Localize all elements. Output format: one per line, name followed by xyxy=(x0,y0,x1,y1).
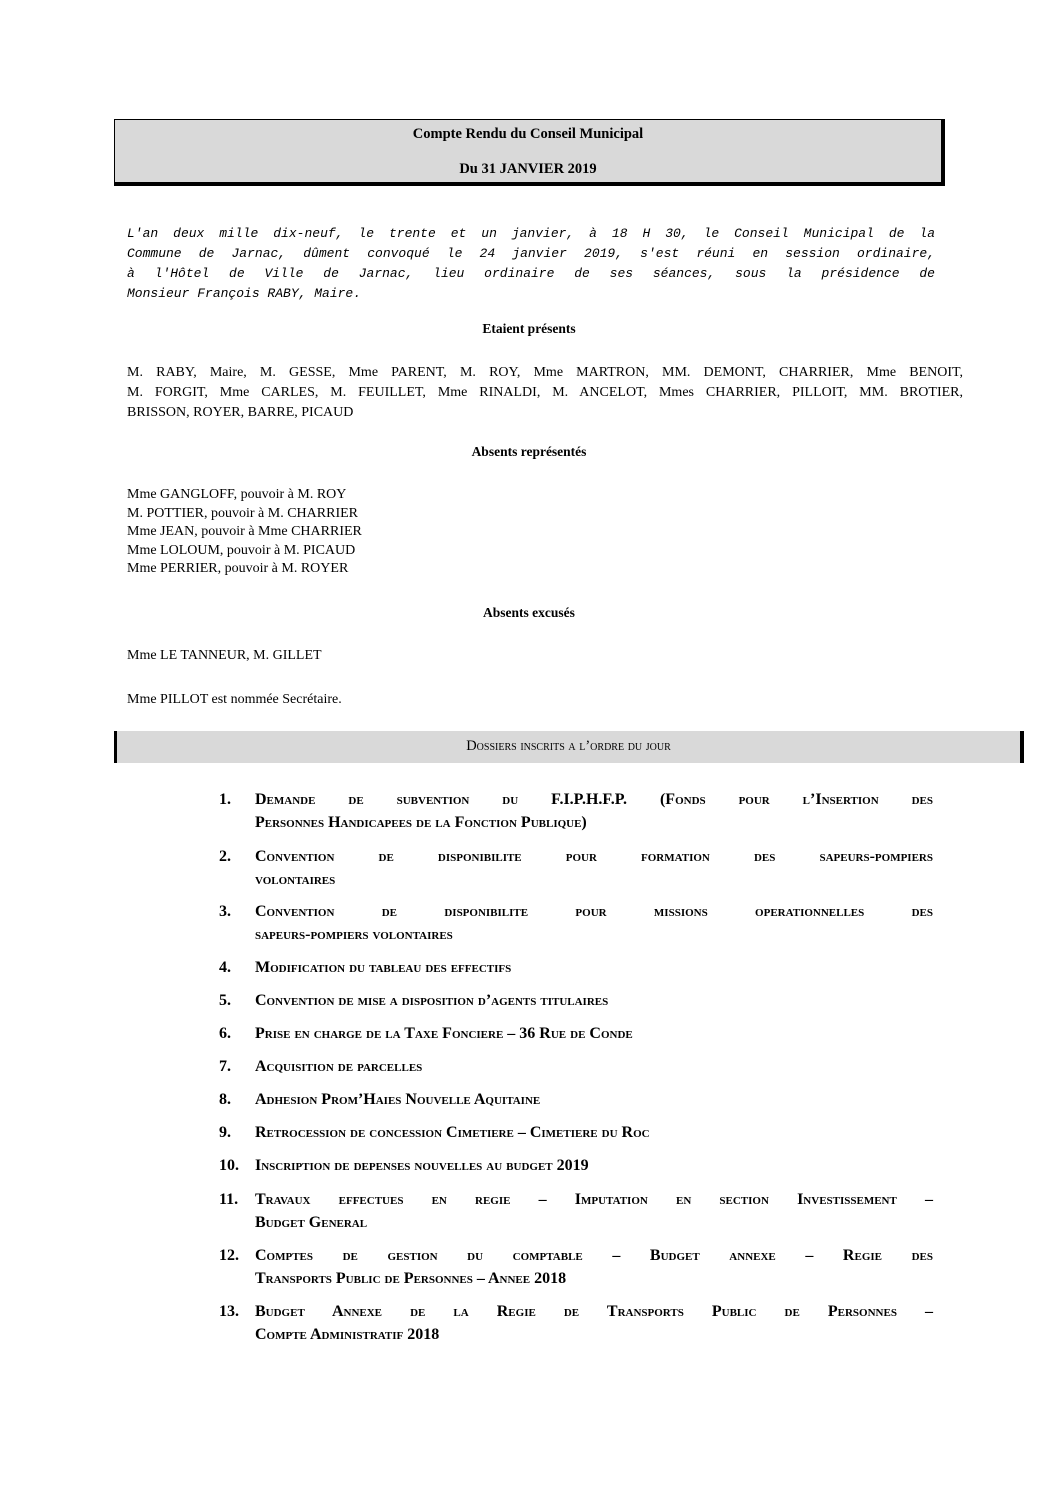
agenda-item-line: Budget Annexe de la Regie de Transports Public de Personnes – xyxy=(255,1303,933,1320)
secretary-note: Mme PILLOT est nommée Secrétaire. xyxy=(127,692,342,707)
agenda-item-line: Prise en charge de la Taxe Fonciere – 36 Rue de Conde xyxy=(255,1025,633,1042)
present-line: M. RABY, Maire, M. GESSE, Mme PARENT, M. ROY, Mme MARTRON, MM. DEMONT, CHARRIER, Mme BENOIT, xyxy=(127,365,963,380)
agenda-item-line: Budget General xyxy=(255,1214,368,1231)
agenda-item-text xyxy=(255,1300,933,1346)
present-line: M. FORGIT, Mme CARLES, M. FEUILLET, Mme RINALDI, M. ANCELOT, Mmes CHARRIER, PILLOIT, MM. BROTIER, xyxy=(127,385,963,400)
agenda-item-text xyxy=(255,1022,933,1045)
excused-list: Mme LE TANNEUR, M. GILLET xyxy=(127,648,322,663)
represented-line: Mme JEAN, pouvoir à Mme CHARRIER xyxy=(127,524,362,539)
title-box xyxy=(114,119,945,186)
agenda-item-text xyxy=(255,989,933,1012)
agenda-item-line: Inscription de depenses nouvelles au budget 2019 xyxy=(255,1157,589,1174)
agenda-item-number: 3. xyxy=(219,903,231,920)
agenda-item-text xyxy=(255,1055,933,1078)
agenda-item-number: 13. xyxy=(219,1303,239,1320)
agenda-item-line: Convention de disponibilite pour missions operationnelles des xyxy=(255,903,933,920)
intro-line: Commune de Jarnac, dûment convoqué le 24 janvier 2019, s'est réuni en session ordinaire, xyxy=(127,246,935,261)
agenda-item-number: 8. xyxy=(219,1091,231,1108)
agenda-item-text xyxy=(255,900,933,946)
represented-line: Mme GANGLOFF, pouvoir à M. ROY xyxy=(127,487,347,502)
agenda-item-line: Adhesion Prom’Haies Nouvelle Aquitaine xyxy=(255,1091,541,1108)
agenda-item-line: Demande de subvention du F.I.P.H.F.P. (Fonds pour l’Insertion des xyxy=(255,791,933,808)
agenda-item-line: sapeurs-pompiers volontaires xyxy=(255,926,453,943)
intro-line: L'an deux mille dix-neuf, le trente et un janvier, à 18 H 30, le Conseil Municipal de la xyxy=(127,226,935,241)
represented-line: Mme LOLOUM, pouvoir à M. PICAUD xyxy=(127,542,356,558)
agenda-item-number: 6. xyxy=(219,1025,231,1042)
agenda-item-number: 4. xyxy=(219,959,231,976)
agenda-item-text xyxy=(255,1088,933,1111)
intro-paragraph xyxy=(127,224,935,304)
intro-line: à l'Hôtel de Ville de Jarnac, lieu ordinaire de ses séances, sous la présidence de xyxy=(127,266,935,281)
present-list xyxy=(127,363,963,423)
agenda-item-text xyxy=(255,788,933,834)
represented-list xyxy=(127,486,963,579)
agenda-item-number: 9. xyxy=(219,1124,231,1141)
agenda-item-line: Acquisition de parcelles xyxy=(255,1058,423,1075)
agenda-item-number: 7. xyxy=(219,1058,231,1075)
agenda-item-text xyxy=(255,845,933,891)
agenda-heading: Dossiers inscrits a l’ordre du jour xyxy=(466,738,671,754)
represented-line: Mme PERRIER, pouvoir à M. ROYER xyxy=(127,561,349,576)
intro-line: Monsieur François RABY, Maire. xyxy=(127,286,362,301)
agenda-item-line: Compte Administratif 2018 xyxy=(255,1326,440,1343)
agenda-item-number: 2. xyxy=(219,848,231,865)
agenda-item-line: Convention de disponibilite pour formation des sapeurs-pompiers xyxy=(255,848,933,865)
agenda-item-number: 5. xyxy=(219,992,231,1009)
agenda-item-number: 12. xyxy=(219,1247,239,1264)
excused-heading: Absents excusés xyxy=(483,605,575,620)
document-date: Du 31 JANVIER 2019 xyxy=(459,161,597,177)
present-line: BRISSON, ROYER, BARRE, PICAUD xyxy=(127,405,354,420)
document-title: Compte Rendu du Conseil Municipal xyxy=(412,126,644,142)
agenda-item-text xyxy=(255,1244,933,1290)
agenda-item-line: Convention de mise a disposition d’agents titulaires xyxy=(255,992,609,1009)
agenda-item-text xyxy=(255,1154,933,1177)
agenda-item-text xyxy=(255,956,933,979)
agenda-item-line: Transports Public de Personnes – Annee 2018 xyxy=(255,1270,567,1287)
present-heading: Etaient présents xyxy=(482,321,576,336)
agenda-item-line: Personnes Handicapees de la Fonction Publique) xyxy=(255,814,587,831)
agenda-item-text xyxy=(255,1188,933,1234)
agenda-item-line: Comptes de gestion du comptable – Budget annexe – Regie des xyxy=(255,1247,933,1264)
agenda-item-line: Modification du tableau des effectifs xyxy=(255,959,512,976)
agenda-item-text xyxy=(255,1121,933,1144)
agenda-bar xyxy=(114,731,1024,763)
represented-line: M. POTTIER, pouvoir à M. CHARRIER xyxy=(127,505,358,521)
agenda-item-number: 11. xyxy=(219,1191,239,1208)
agenda-item-number: 1. xyxy=(219,791,231,808)
agenda-item-number: 10. xyxy=(219,1157,239,1174)
agenda-item-line: Retrocession de concession Cimetiere – Cimetiere du Roc xyxy=(255,1124,650,1141)
represented-heading: Absents représentés xyxy=(471,444,587,459)
agenda-item-line: Travaux effectues en regie – Imputation en section Investissement – xyxy=(255,1191,933,1208)
agenda-item-line: volontaires xyxy=(255,871,336,888)
